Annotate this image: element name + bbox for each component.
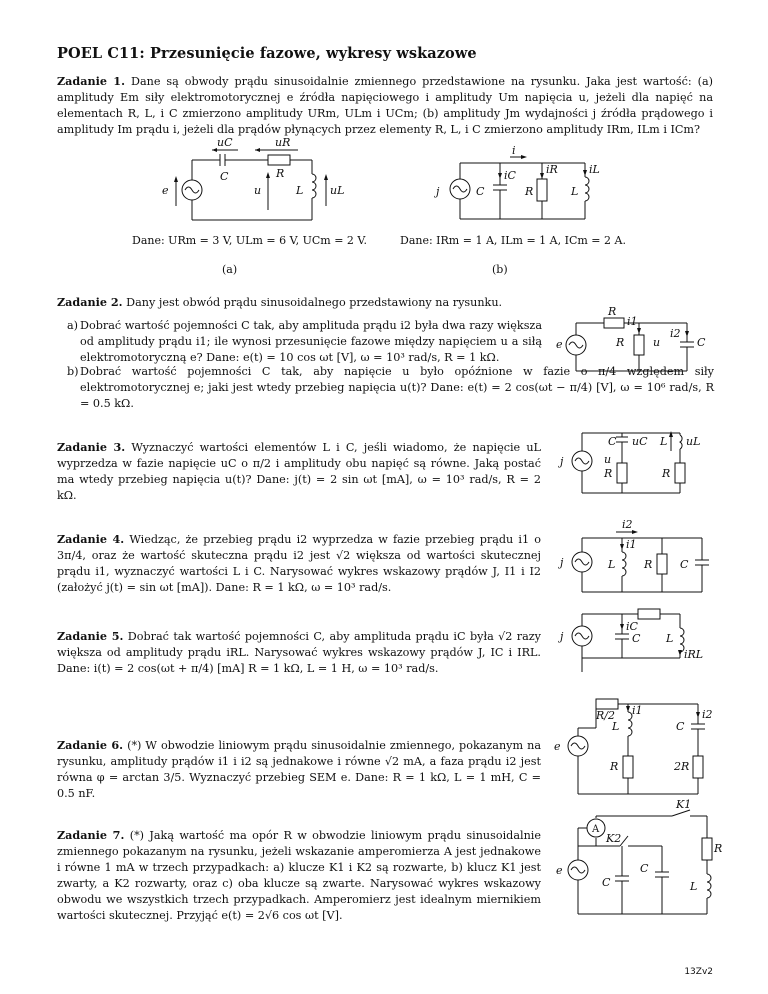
label-R: R	[662, 467, 671, 480]
caption-1b: (b)	[492, 263, 508, 276]
label-iRL: iRL	[684, 648, 704, 661]
label-j: j	[560, 556, 564, 569]
task-2-head: Zadanie 2.	[57, 295, 123, 309]
label-C: C	[632, 632, 641, 645]
label-2R: 2R	[674, 760, 690, 773]
label-R: R	[525, 185, 534, 198]
label-u: u	[604, 453, 612, 466]
label-R: R	[616, 336, 625, 349]
label-iC: iC	[626, 620, 638, 633]
label-C: C	[680, 558, 689, 571]
page-title: POEL C11: Przesunięcie fazowe, wykresy wskazowe	[57, 45, 477, 62]
label-R: R	[644, 558, 653, 571]
label-L: L	[612, 720, 620, 733]
label-u: u	[254, 184, 262, 197]
label-i: i	[512, 144, 516, 157]
task-1-body: Dane są obwody prądu sinusoidalnie zmiennego przedstawione na rysunku. Jaka jest wartość: (a) amplitudy Em siły elektromotorycznej e źródła napięciowego i amplitudy Um napięcia u, jeżeli dla napięć na elementach R, L, i C zmierzono amplitudy URm, ULm i UCm; (b) amplitudy Jm wydajności j źródła prądowego i amplitudy Im prądu i, jeżeli dla prądów płynących przez elementy R, L, i C zmierzono amplitudy IRm, ILm i ICm?	[57, 75, 713, 136]
label-C: C	[220, 170, 229, 183]
circuit-1b	[430, 145, 630, 225]
label-L: L	[666, 632, 674, 645]
label-L: L	[660, 435, 668, 448]
given-1a: Dane: URm = 3 V, ULm = 6 V, UCm = 2 V.	[132, 234, 367, 247]
label-iR: iR	[546, 163, 558, 176]
label-i2: i2	[670, 327, 681, 340]
label-R: R	[276, 167, 285, 180]
task-4-body: Wiedząc, że przebieg prądu i2 wyprzedza w fazie przebieg prądu i1 o 3π/4, oraz że wartość skuteczna prądu i2 jest √2 większa od wartości skutecznej prądu i1, wyznaczyć wartości L i C. Narysować wykres wskazowy prądów J, I1 i I2 (założyć j(t) = sin ωt [mA]). Dane: R = 1 kΩ, ω = 10³ rad/s.	[57, 533, 541, 594]
label-i1: i1	[632, 704, 643, 717]
circuit-3	[556, 425, 716, 500]
label-u: u	[653, 336, 661, 349]
label-L: L	[690, 880, 698, 893]
task-6-body: (*) W obwodzie liniowym prądu sinusoidalnie zmiennego, pokazanym na rysunku, amplitudy prądów i1 i i2 są jednakowe i równe √2 mA, a faza prądu i2 jest równa φ = arctan 3/5. Wyznaczyć przebieg SEM e. Dane: R = 1 kΩ, L = 1 mH, C = 0.5 nF.	[57, 739, 541, 800]
circuit-1a	[150, 138, 350, 223]
task-1	[57, 74, 713, 138]
label-L: L	[608, 558, 616, 571]
label-L: L	[296, 184, 304, 197]
label-L: L	[571, 185, 579, 198]
task-5-body: Dobrać tak wartość pojemności C, aby amplituda prądu iC była √2 razy większa od amplitudy prądu iRL. Narysować wykres wskazowy prądów J, IC i IRL. Dane: i(t) = 2 cos(ωt + π/4) [mA] R = 1 kΩ, L = 1 H, ω = 10³ rad/s.	[57, 630, 541, 675]
task-3-body: Wyznaczyć wartości elementów L i C, jeśli wiadomo, że napięcie uL wyprzedza w fazie napięcie uC o π/2 i amplitudy obu napięć są równe. Jaką postać ma wtedy przebieg napięcia u(t)? Dane: j(t) = 2 sin ωt [mA], ω = 10³ rad/s, R = 2 kΩ.	[57, 441, 541, 502]
label-uL: uL	[330, 184, 345, 197]
label-i2: i2	[702, 708, 713, 721]
task-4-head: Zadanie 4.	[57, 532, 125, 546]
label-uC: uC	[217, 136, 233, 149]
label-C: C	[640, 862, 649, 875]
label-i1: i1	[626, 538, 637, 551]
task-6-head: Zadanie 6.	[57, 738, 124, 752]
label-C: C	[608, 435, 617, 448]
task-7-head: Zadanie 7.	[57, 828, 125, 842]
label-iL: iL	[589, 163, 600, 176]
caption-1a: (a)	[222, 263, 238, 276]
label-e: e	[162, 184, 169, 197]
label-R: R	[608, 305, 617, 318]
label-K2: K2	[606, 832, 622, 845]
circuit-7	[552, 798, 722, 918]
page-footer-code: 13Zv2	[684, 967, 713, 977]
label-C: C	[697, 336, 706, 349]
task-4	[57, 532, 541, 596]
task-2a	[67, 318, 542, 366]
task-5	[57, 629, 541, 677]
task-1-head: Zadanie 1.	[57, 74, 125, 88]
label-C: C	[476, 185, 485, 198]
label-A: A	[592, 824, 600, 835]
task-5-head: Zadanie 5.	[57, 629, 124, 643]
label-j: j	[436, 185, 440, 198]
label-R: R	[604, 467, 613, 480]
task-2-body: Dany jest obwód prądu sinusoidalnego przedstawiony na rysunku.	[126, 296, 503, 309]
label-uL: uL	[686, 435, 701, 448]
label-i2: i2	[622, 518, 633, 531]
task-3	[57, 440, 541, 504]
circuit-6	[548, 698, 718, 798]
circuit-4	[556, 518, 716, 598]
task-6	[57, 738, 541, 802]
label-uC: uC	[632, 435, 648, 448]
given-1b: Dane: IRm = 1 A, ILm = 1 A, ICm = 2 A.	[400, 234, 626, 247]
task-3-head: Zadanie 3.	[57, 440, 126, 454]
label-e: e	[554, 740, 561, 753]
circuit-5	[556, 606, 716, 686]
label-R: R	[610, 760, 619, 773]
task-2b-text: Dobrać wartość pojemności C tak, aby napięcie u było opóźnione w fazie o π/4 względem siły elektromotorycznej e; jaki jest wtedy przebieg napięcia u(t)? Dane: e(t) = 2 cos(ωt − π/4) [V], ω = 10⁶ rad/s, R = 0.5 kΩ.	[80, 365, 714, 410]
circuit-2	[552, 305, 717, 375]
task-2b-label: b)	[67, 365, 79, 378]
label-uR: uR	[275, 136, 291, 149]
label-e: e	[556, 864, 563, 877]
task-2a-text: Dobrać wartość pojemności C tak, aby amplituda prądu i2 była dwa razy większa od amplitudy prądu i1; ile wynosi przesunięcie fazowe między napięciem u a siłą elektromotoryczną e? Dane: e(t) = 10 cos ωt [V], ω = 10³ rad/s, R = 1 kΩ.	[80, 319, 542, 364]
label-e: e	[556, 338, 563, 351]
label-C: C	[676, 720, 685, 733]
task-7	[57, 828, 541, 923]
label-j: j	[560, 455, 564, 468]
label-R2: R/2	[596, 709, 615, 722]
label-iC: iC	[504, 169, 516, 182]
task-7-body: (*) Jaką wartość ma opór R w obwodzie liniowym prądu sinusoidalnie zmiennego pokazanym na rysunku, jeżeli wskazanie amperomierza A jest jednakowe i równe 1 mA w trzech przypadkach: a) klucze K1 i K2 są rozwarte, b) klucz K1 jest zwarty, a K2 rozwarty, oraz c) oba klucze są zwarte. Narysować wykres wskazowy obwodu we wszystkich trzech przypadkach. Amperomierz jest idealnym miernikiem wartości skutecznej. Przyjąć e(t) = 2√6 cos ωt [V].	[57, 829, 541, 922]
label-j: j	[560, 630, 564, 643]
label-i1: i1	[627, 315, 638, 328]
task-2a-label: a)	[67, 319, 79, 332]
label-C: C	[602, 876, 611, 889]
label-K1: K1	[676, 798, 692, 811]
label-R: R	[714, 842, 723, 855]
